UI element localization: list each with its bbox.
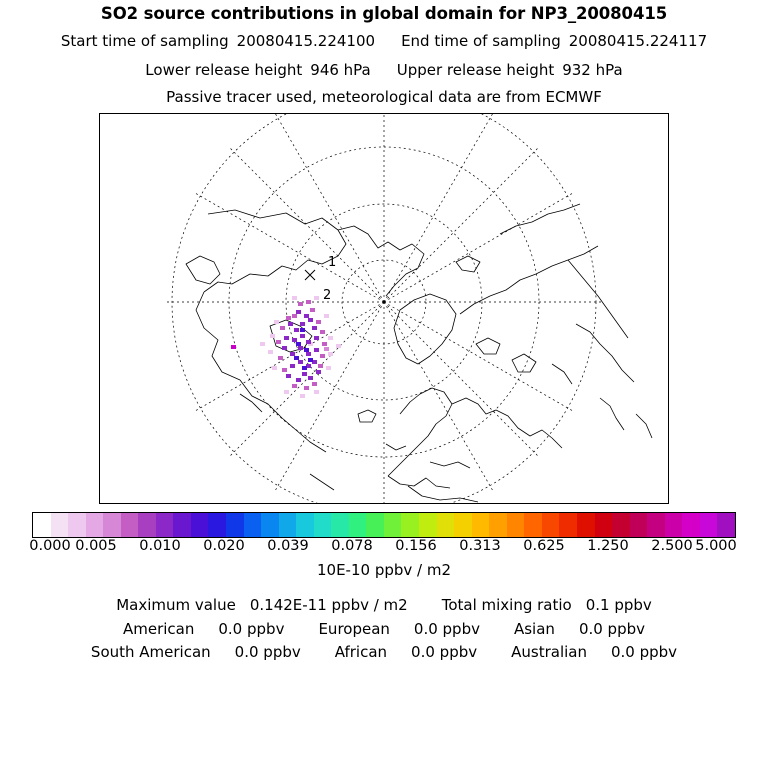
region-value-african: 0.0 ppbv [411, 643, 478, 661]
colorbar-swatch [489, 513, 507, 537]
colorbar-tick-label: 0.020 [203, 538, 245, 554]
colorbar-swatch [51, 513, 69, 537]
colorbar-swatch [682, 513, 700, 537]
colorbar-units-label: 10E-10 ppbv / m2 [316, 561, 452, 579]
total-ratio-label: Total mixing ratio [441, 596, 572, 614]
release-marker [305, 270, 315, 280]
colorbar-tick-label: 2.500 [651, 538, 693, 554]
region-value-australian: 0.0 ppbv [610, 643, 678, 661]
colorbar-swatch [542, 513, 560, 537]
region-value-asian: 0.0 ppbv [578, 620, 646, 638]
colorbar-swatch [507, 513, 525, 537]
region-value-american: 0.0 ppbv [218, 620, 285, 638]
colorbar-swatch [665, 513, 683, 537]
colorbar-tick-label: 0.010 [139, 538, 181, 554]
colorbar-swatch [138, 513, 156, 537]
sampling-time-line [0, 32, 768, 50]
colorbar-tick-label: 0.000 [29, 538, 71, 554]
colorbar-tick-label: 1.250 [587, 538, 629, 554]
map-panel [99, 113, 669, 504]
colorbar-swatch [612, 513, 630, 537]
tracer-note: Passive tracer used, meteorological data are from ECMWF [166, 88, 602, 106]
colorbar-swatch [472, 513, 490, 537]
colorbar-tick-label: 5.000 [695, 538, 737, 554]
colorbar-tick-label: 0.625 [523, 538, 565, 554]
colorbar-tick-label: 0.156 [395, 538, 437, 554]
plume-cells [231, 296, 341, 398]
upper-height-label: Upper release height [396, 61, 555, 79]
lower-height-label: Lower release height [145, 61, 303, 79]
colorbar-swatch [208, 513, 226, 537]
colorbar-swatch [173, 513, 191, 537]
colorbar-swatch [647, 513, 665, 537]
map-svg [100, 114, 668, 503]
region-label-south-american: South American [90, 643, 211, 661]
upper-height-value: 932 hPa [562, 61, 623, 79]
colorbar-swatch [226, 513, 244, 537]
region-label-asian: Asian [513, 620, 555, 638]
colorbar-swatch [717, 513, 735, 537]
colorbar-swatch [191, 513, 209, 537]
colorbar-swatch [577, 513, 595, 537]
colorbar-swatch [630, 513, 648, 537]
colorbar-swatch [595, 513, 613, 537]
colorbar-swatch [366, 513, 384, 537]
colorbar-swatch [156, 513, 174, 537]
colorbar-tick-label: 0.078 [331, 538, 373, 554]
max-value: 0.142E-11 ppbv / m2 [249, 596, 408, 614]
colorbar-swatch [86, 513, 104, 537]
region-row-2 [0, 643, 768, 661]
map-annotation-2: 2 [323, 288, 332, 303]
region-label-european: European [318, 620, 390, 638]
colorbar-swatch [314, 513, 332, 537]
colorbar-swatch [103, 513, 121, 537]
region-row-1 [0, 620, 768, 638]
colorbar-ticks [0, 538, 768, 556]
colorbar-swatch [279, 513, 297, 537]
colorbar-swatch [419, 513, 437, 537]
colorbar-swatch [349, 513, 367, 537]
region-label-american: American [122, 620, 195, 638]
colorbar-swatch [559, 513, 577, 537]
colorbar-swatch [524, 513, 542, 537]
region-label-african: African [334, 643, 388, 661]
total-ratio-value: 0.1 ppbv [585, 596, 652, 614]
graticule-meridians [166, 114, 602, 503]
colorbar-swatch [401, 513, 419, 537]
colorbar-tick-label: 0.039 [267, 538, 309, 554]
colorbar-swatch [68, 513, 86, 537]
colorbar-swatch [437, 513, 455, 537]
start-time-value: 20080415.224100 [236, 32, 376, 50]
region-value-european: 0.0 ppbv [413, 620, 480, 638]
colorbar [32, 512, 736, 538]
colorbar-swatch [331, 513, 349, 537]
end-time-label: End time of sampling [401, 32, 561, 50]
region-value-south-american: 0.0 ppbv [234, 643, 301, 661]
region-label-australian: Australian [511, 643, 587, 661]
page-title: SO2 source contributions in global domain for NP3_20080415 [100, 4, 668, 23]
colorbar-swatch [33, 513, 51, 537]
colorbar-swatch [244, 513, 262, 537]
colorbar-swatch [296, 513, 314, 537]
colorbar-swatch [121, 513, 139, 537]
max-value-label: Maximum value [116, 596, 236, 614]
colorbar-swatch [454, 513, 472, 537]
colorbar-swatch [261, 513, 279, 537]
colorbar-swatch [700, 513, 718, 537]
lower-height-value: 946 hPa [310, 61, 371, 79]
start-time-label: Start time of sampling [60, 32, 229, 50]
coastlines [186, 204, 652, 502]
colorbar-swatch [384, 513, 402, 537]
colorbar-tick-label: 0.005 [75, 538, 117, 554]
colorbar-tick-label: 0.313 [459, 538, 501, 554]
end-time-value: 20080415.224117 [568, 32, 708, 50]
map-annotation-1: 1 [328, 255, 337, 270]
summary-line [0, 596, 768, 614]
release-height-line [0, 61, 768, 79]
